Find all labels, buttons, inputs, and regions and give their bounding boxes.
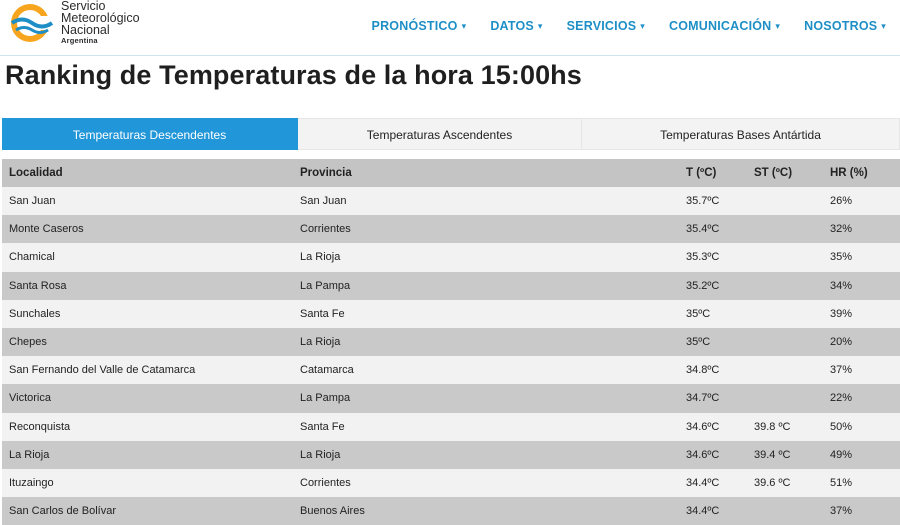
cell-provincia: La Rioja xyxy=(300,251,341,264)
cell-humedad: 37% xyxy=(830,364,853,377)
cell-humedad: 34% xyxy=(830,279,853,292)
brand-line-3: Nacional xyxy=(61,23,110,37)
table-row xyxy=(2,384,900,412)
cell-localidad: Reconquista xyxy=(9,420,71,433)
cell-humedad: 32% xyxy=(830,223,853,236)
cell-localidad: Santa Rosa xyxy=(9,279,67,292)
site-header xyxy=(0,0,900,56)
table-header-row xyxy=(2,159,900,187)
cell-temperatura: 34.8ºC xyxy=(686,364,720,377)
table-row xyxy=(2,187,900,215)
header-provincia[interactable]: Provincia xyxy=(300,167,352,179)
cell-temperatura: 35.3ºC xyxy=(686,251,720,264)
cell-temperatura: 34.4ºC xyxy=(686,476,720,489)
nav-item-comunicacion[interactable]: COMUNICACIÓN ▾ xyxy=(669,19,781,33)
cell-localidad: Victorica xyxy=(9,392,51,405)
cell-localidad: Chepes xyxy=(9,336,47,349)
chevron-down-icon: ▾ xyxy=(881,21,886,31)
cell-humedad: 26% xyxy=(830,195,853,208)
cell-humedad: 35% xyxy=(830,251,853,264)
cell-humedad: 50% xyxy=(830,420,853,433)
cell-temperatura: 34.4ºC xyxy=(686,505,720,518)
table-row xyxy=(2,243,900,271)
cell-provincia: Santa Fe xyxy=(300,307,345,320)
cell-localidad: Ituzaingo xyxy=(9,476,54,489)
smn-logo-icon[interactable] xyxy=(8,2,58,44)
cell-localidad: Chamical xyxy=(9,251,55,264)
cell-humedad: 51% xyxy=(830,476,853,489)
cell-provincia: Santa Fe xyxy=(300,420,345,433)
brand-line-1: Servicio xyxy=(61,0,106,13)
header-humedad[interactable]: HR (%) xyxy=(830,167,868,179)
nav-item-nosotros[interactable]: NOSOTROS ▾ xyxy=(804,19,886,33)
cell-temperatura: 35.2ºC xyxy=(686,279,720,292)
cell-localidad: San Juan xyxy=(9,195,56,208)
cell-localidad: Monte Caseros xyxy=(9,223,84,236)
table-row xyxy=(2,272,900,300)
tab-temperaturas-ascendentes[interactable]: Temperaturas Ascendentes xyxy=(298,118,582,150)
cell-temperatura: 35ºC xyxy=(686,307,711,320)
cell-provincia: Buenos Aires xyxy=(300,505,365,518)
cell-localidad: Sunchales xyxy=(9,307,61,320)
cell-sensacion-termica: 39.6 ºC xyxy=(754,476,791,489)
cell-temperatura: 35ºC xyxy=(686,336,711,349)
table-body xyxy=(2,187,900,525)
cell-temperatura: 35.4ºC xyxy=(686,223,720,236)
table-row xyxy=(2,413,900,441)
cell-provincia: San Juan xyxy=(300,195,347,208)
cell-provincia: Corrientes xyxy=(300,476,351,489)
cell-temperatura: 35.7ºC xyxy=(686,195,720,208)
cell-localidad: San Carlos de Bolívar xyxy=(9,505,116,518)
brand-line-2: Meteorológico xyxy=(61,11,140,25)
main-nav xyxy=(348,19,886,33)
cell-provincia: La Pampa xyxy=(300,392,351,405)
table-row xyxy=(2,215,900,243)
table-row xyxy=(2,497,900,525)
tab-temperaturas-descendentes[interactable]: Temperaturas Descendentes xyxy=(2,118,298,150)
cell-temperatura: 34.7ºC xyxy=(686,392,720,405)
cell-temperatura: 34.6ºC xyxy=(686,420,720,433)
cell-sensacion-termica: 39.4 ºC xyxy=(754,448,791,461)
cell-provincia: Corrientes xyxy=(300,223,351,236)
table-row xyxy=(2,356,900,384)
table-row xyxy=(2,469,900,497)
chevron-down-icon: ▾ xyxy=(775,21,781,31)
cell-localidad: San Fernando del Valle de Catamarca xyxy=(9,364,196,377)
cell-temperatura: 34.6ºC xyxy=(686,448,720,461)
cell-humedad: 22% xyxy=(830,392,853,405)
header-sensacion-termica[interactable]: ST (ºC) xyxy=(754,167,793,179)
table-row xyxy=(2,328,900,356)
cell-humedad: 37% xyxy=(830,505,853,518)
table-row xyxy=(2,300,900,328)
cell-humedad: 49% xyxy=(830,448,853,461)
cell-localidad: La Rioja xyxy=(9,448,50,461)
cell-humedad: 20% xyxy=(830,336,853,349)
header-temperatura[interactable]: T (ºC) xyxy=(686,167,717,179)
cell-provincia: La Pampa xyxy=(300,279,351,292)
ranking-table xyxy=(2,159,900,525)
page-title: Ranking de Temperaturas de la hora 15:00hs xyxy=(5,60,582,90)
nav-item-datos[interactable]: DATOS ▾ xyxy=(490,19,543,33)
brand-name[interactable] xyxy=(61,0,140,45)
cell-sensacion-termica: 39.8 ºC xyxy=(754,420,791,433)
brand-line-4: Argentina xyxy=(61,36,98,45)
cell-humedad: 39% xyxy=(830,307,853,320)
chevron-down-icon: ▾ xyxy=(537,21,543,31)
chevron-down-icon: ▾ xyxy=(640,21,646,31)
table-row xyxy=(2,441,900,469)
cell-provincia: Catamarca xyxy=(300,364,354,377)
cell-provincia: La Rioja xyxy=(300,336,341,349)
tab-temperaturas-bases-antartida[interactable]: Temperaturas Bases Antártida xyxy=(582,118,900,150)
nav-item-pronostico[interactable]: PRONÓSTICO ▾ xyxy=(371,19,467,33)
header-localidad[interactable]: Localidad xyxy=(9,167,63,179)
cell-provincia: La Rioja xyxy=(300,448,341,461)
ranking-tabs xyxy=(2,118,900,150)
chevron-down-icon: ▾ xyxy=(461,21,467,31)
nav-item-servicios[interactable]: SERVICIOS ▾ xyxy=(566,19,646,33)
